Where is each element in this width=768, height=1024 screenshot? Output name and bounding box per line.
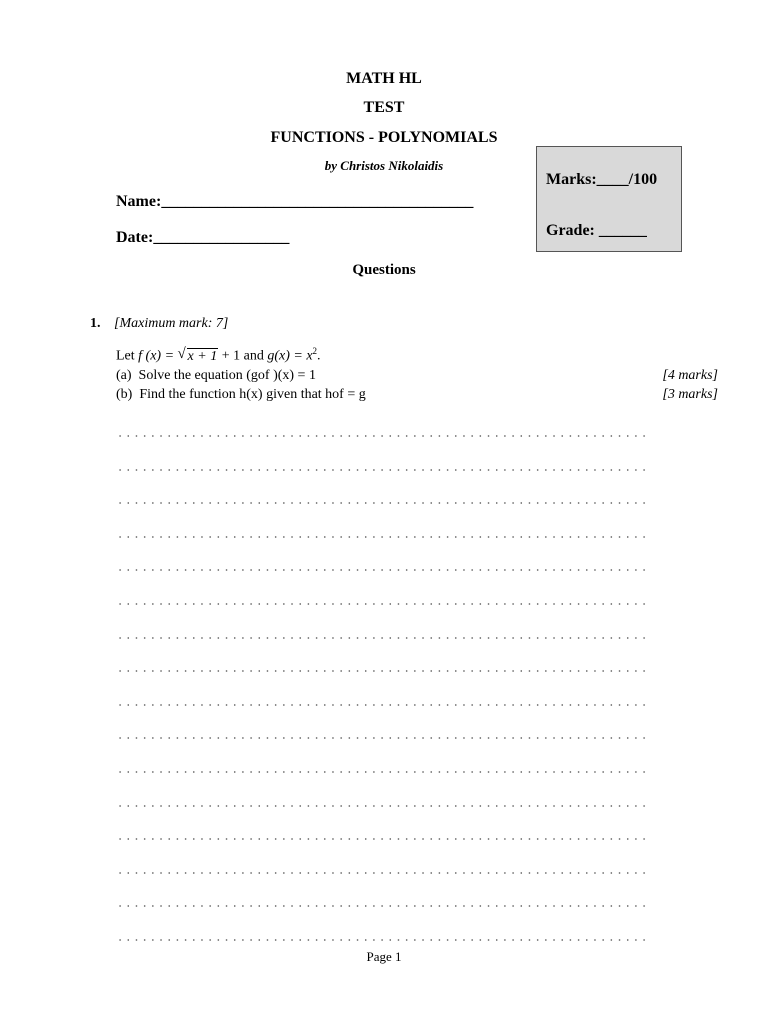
test-topic-title: FUNCTIONS - POLYNOMIALS [270,129,498,146]
questions-heading: Questions [352,262,416,278]
stem-g: g(x) = [267,348,307,364]
stem-after-root: + 1 and [218,348,268,364]
marks-label: Marks:____/100 [546,171,658,188]
part-a-marks: [4 marks] [662,368,718,383]
answer-line [116,838,646,840]
answer-line [116,704,646,706]
stem-f: f (x) = [138,348,178,364]
author-byline: by Christos Nikolaidis [324,158,444,173]
test-subject-title: MATH HL [346,70,422,87]
grade-label: Grade: ______ [546,222,647,239]
answer-line [116,771,646,773]
sqrt-expression [177,345,219,365]
answer-line [116,637,646,639]
page-number: Page 1 [366,949,402,964]
stem-exponent: 2 [312,346,318,356]
part-b-label: (b) [116,387,133,402]
answer-line [116,872,646,874]
question-stem [116,346,321,365]
name-label: Name: [116,193,162,210]
answer-line [116,805,646,807]
test-type-title: TEST [363,99,405,116]
answer-line [116,502,646,504]
part-b [116,387,366,403]
part-b-text: Find the function h(x) given that hof = g [139,387,366,402]
answer-line [116,569,646,571]
part-a-text: Solve the equation (gof )(x) = 1 [138,368,316,383]
stem-prefix: Let [116,348,139,364]
part-a-label: (a) [116,368,132,383]
answer-line [116,435,646,437]
answer-line [116,536,646,538]
answer-line [116,905,646,907]
date-field [116,229,289,247]
answer-line [116,939,646,941]
answer-line [116,737,646,739]
stem-root: x + 1 [187,348,218,364]
part-a [116,368,316,384]
stem-x: x [306,348,313,364]
part-b-marks: [3 marks] [662,387,718,402]
name-blank: _______________________________________ [161,193,474,210]
answer-line [116,469,646,471]
radical-icon: √ [177,345,186,362]
date-label: Date: [116,229,154,246]
marks-grade-box [536,146,682,252]
question-number: 1. [90,316,101,331]
stem-end: . [317,348,321,364]
date-blank: _________________ [153,229,290,246]
answer-line [116,670,646,672]
max-mark-note: [Maximum mark: 7] [114,316,229,331]
answer-line [116,603,646,605]
name-field [116,193,473,211]
